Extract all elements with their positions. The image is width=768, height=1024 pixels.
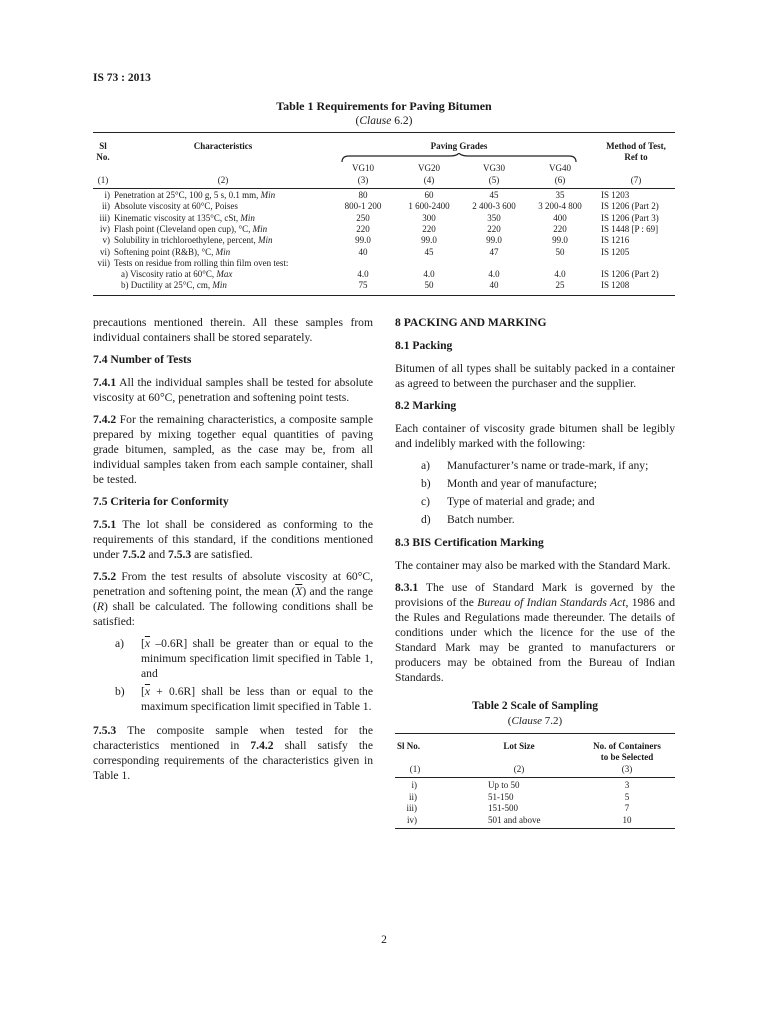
t1-colnum-5: (5): [488, 175, 500, 185]
t1-row-no: vi): [100, 246, 110, 257]
t1-grade-vg30: VG30: [483, 163, 505, 173]
t1-row-value: 350: [487, 212, 501, 223]
t1-row-characteristic: Absolute viscosity at 60°C, Poises: [114, 201, 238, 212]
t1-row-value: 60: [424, 190, 434, 200]
t2-header-containers2: to be Selected: [600, 752, 654, 762]
t1-row-method: IS 1206 (Part 2): [601, 201, 659, 212]
table2-title: Table 2 Scale of Sampling: [471, 700, 599, 712]
table1-title: Table 1 Requirements for Paving Bitumen: [276, 99, 492, 113]
t2-row-no: i): [411, 780, 417, 790]
t2-row-count: 5: [624, 791, 630, 802]
t1-row-characteristic: a) Viscosity ratio at 60°C, Max: [121, 269, 233, 280]
para-7-4-2: 7.4.2 For the remaining characteristics, a composite sample prepared by mixing together equal quantities of paving grade bitumen, sampled, as the case may be, from all individual samples taken from each sample container, shall be tested.: [93, 413, 373, 486]
t2-row-no: iv): [407, 814, 417, 825]
t1-row-value: 35: [555, 190, 565, 200]
t2-row-no: iii): [406, 803, 417, 813]
t1-colnum-4: (4): [423, 175, 435, 185]
t1-row-characteristic: Kinematic viscosity at 135°C, cSt, Min: [114, 212, 255, 223]
t1-row-value: 40: [358, 246, 368, 257]
page-number: 2: [381, 934, 387, 946]
t1-row-value: 220: [356, 223, 370, 234]
t1-row-characteristic: Flash point (Cleveland open cup), °C, Min: [114, 223, 268, 234]
t1-row-no: v): [102, 235, 110, 246]
t1-row-method: IS 1205: [601, 246, 630, 257]
t2-header-sl: Sl No.: [397, 741, 421, 751]
heading-8-1: 8.1 Packing: [395, 339, 453, 352]
t1-header-characteristics: Characteristics: [193, 141, 253, 151]
heading-8: 8 PACKING AND MARKING: [395, 316, 547, 329]
t2-row-lot: 51-150: [488, 791, 514, 802]
t1-row-value: 47: [489, 246, 499, 257]
left-column: [93, 315, 373, 790]
t2-header-lot: Lot Size: [503, 741, 535, 751]
right-column: [395, 315, 675, 692]
t1-row-characteristic: Tests on residue from rolling thin film oven test:: [114, 257, 289, 268]
t1-row-value: 99.0: [421, 235, 437, 246]
condition-a: a) [$\overline{x}$ –0.6R] shall be greater than or equal to the minimum specification limit specified in Table 1, and: [115, 637, 373, 680]
t1-row-value: 4.0: [554, 269, 566, 280]
t1-row-value: 99.0: [355, 235, 371, 246]
t1-row-no: vii): [97, 257, 110, 268]
table1: [93, 132, 675, 298]
t1-row-value: 800-1 200: [344, 201, 382, 212]
para-8-1: Bitumen of all types shall be suitably packed in a container as agreed to between the purchaser and the supplier.: [395, 362, 675, 390]
t1-row-value: 50: [555, 246, 565, 257]
left-intro: precautions mentioned therein. All these samples from individual containers shall be stored separately.: [93, 316, 373, 344]
t1-row-value: 45: [424, 246, 434, 257]
standard-number: IS 73 : 2013: [93, 72, 151, 84]
t1-grade-vg10: VG10: [352, 163, 374, 173]
t1-header-sl: Sl: [99, 141, 107, 151]
t1-row-no: iii): [99, 212, 110, 223]
t1-row-value: 99.0: [486, 235, 502, 246]
t1-row-value: 220: [422, 223, 436, 234]
t1-row-value: 220: [487, 223, 501, 234]
t1-colnum-2: (2): [217, 175, 229, 185]
marking-item: c) Type of material and grade; and: [421, 495, 595, 508]
marking-item: a) Manufacturer’s name or trade-mark, if any;: [421, 459, 649, 472]
t1-grade-vg20: VG20: [418, 163, 440, 173]
heading-8-2: 8.2 Marking: [395, 399, 457, 412]
t1-row-value: 2 400-3 600: [472, 201, 516, 212]
t1-row-no: iv): [100, 223, 110, 234]
t1-grade-vg40: VG40: [549, 163, 571, 173]
t1-colnum-3: (3): [357, 175, 369, 185]
t1-row-method: IS 1206 (Part 3): [601, 212, 659, 223]
t1-row-method: IS 1448 [P : 69]: [601, 223, 659, 234]
t1-row-value: 250: [356, 212, 370, 223]
t1-row-no: ii): [102, 201, 110, 212]
marking-list: [395, 458, 675, 527]
t2-header-containers: No. of Containers: [593, 741, 661, 751]
t1-header-method2: Ref to: [624, 152, 648, 162]
condition-b: b) $[\overline{x} + 0.6R]$ shall be less than or equal to the maximum specification limit specified in Table 1.: [115, 685, 373, 713]
t1-row-value: 50: [424, 280, 434, 291]
t1-row-method: IS 1216: [601, 235, 630, 246]
t1-row-value: 3 200-4 800: [538, 201, 582, 212]
marking-item: b) Month and year of manufacture;: [421, 477, 598, 490]
t1-row-characteristic: b) Ductility at 25°C, cm, Min: [121, 280, 227, 291]
para-7-5-3: 7.5.3 The composite sample when tested for the characteristics mentioned in 7.4.2 shall satisfy the corresponding requirements of the characteristics given in Table 1.: [93, 724, 373, 782]
t2-row-count: 7: [624, 803, 630, 813]
t1-colnum-1: (1): [97, 175, 109, 185]
t2-row-lot: 151-500: [488, 803, 518, 813]
table2: [395, 733, 675, 830]
t1-header-method: Method of Test,: [606, 141, 666, 151]
t1-row-value: 45: [489, 190, 499, 200]
t1-row-method: IS 1208: [601, 280, 630, 291]
t1-row-value: 300: [422, 212, 436, 223]
t1-row-value: 99.0: [552, 235, 568, 246]
para-7-4-1: 7.4.1 All the individual samples shall be tested for absolute viscosity at 60°C, penetration and softening point tests.: [93, 376, 373, 404]
t2-row-no: ii): [409, 791, 417, 802]
t1-row-value: 75: [358, 280, 368, 291]
t1-row-value: 400: [553, 212, 567, 223]
t1-row-characteristic: Softening point (R&B), °C, Min: [114, 246, 231, 257]
t1-row-value: 220: [553, 223, 567, 234]
heading-7-4: 7.4 Number of Tests: [93, 353, 192, 366]
t2-row-lot: Up to 50: [488, 780, 520, 790]
para-8-3-1: 8.3.1 The use of Standard Mark is governed by the provisions of the Bureau of Indian Standards Act, 1986 and the Rules and Regulations made thereunder. The details of conditions under which the licence for the use of the Standard Mark may be granted to manufacturers or producers may be obtained from the Bureau of Indian Standards.: [395, 581, 675, 684]
para-7-5-1: 7.5.1 The lot shall be considered as conforming to the requirements of this standard, if the conditions mentioned under 7.5.2 and 7.5.3 are satisfied.: [93, 518, 373, 561]
t1-row-no: i): [104, 190, 110, 200]
t1-row-method: IS 1203: [601, 190, 630, 200]
t2-row-lot: 501 and above: [488, 814, 541, 825]
t1-row-value: 4.0: [488, 269, 500, 280]
marking-item: d) Batch number.: [421, 513, 515, 526]
t2-colnum-3: (3): [621, 764, 633, 774]
t1-header-grades: Paving Grades: [430, 141, 488, 151]
t2-colnum-1: (1): [409, 764, 421, 774]
para-7-5-2: 7.5.2 From the test results of absolute viscosity at 60°C, penetration and softening point, the mean $(\overline{X})$ and the range (R) shall be calculated. The following conditions shall be satisfied:: [93, 570, 373, 628]
t1-row-method: IS 1206 (Part 2): [601, 269, 659, 280]
heading-7-5: 7.5 Criteria for Conformity: [93, 495, 229, 508]
t1-row-value: 4.0: [423, 269, 435, 280]
conditions-list: [93, 636, 373, 714]
t1-colnum-6: (6): [554, 175, 566, 185]
t1-row-value: 1 600-2400: [408, 201, 450, 212]
heading-8-3: 8.3 BIS Certification Marking: [395, 536, 544, 549]
table2-clause: (Clause 7.2): [507, 715, 563, 727]
t1-row-characteristic: Penetration at 25°C, 100 g, 5 s, 0.1 mm, Min: [114, 190, 276, 200]
t1-header-sl2: No.: [96, 152, 110, 162]
t1-colnum-7: (7): [630, 175, 642, 185]
t1-row-value: 25: [555, 280, 565, 291]
t1-row-value: 80: [358, 190, 368, 200]
t1-row-value: 40: [489, 280, 499, 291]
table1-clause: (Clause 6.2): [355, 115, 413, 127]
t1-row-characteristic: Solubility in trichloroethylene, percent, Min: [114, 235, 273, 246]
t1-row-value: 4.0: [357, 269, 369, 280]
t2-colnum-2: (2): [513, 764, 525, 774]
para-8-3: The container may also be marked with the Standard Mark.: [395, 559, 671, 572]
grades-brace: [341, 153, 577, 163]
para-8-2: Each container of viscosity grade bitumen shall be legibly and indelibly marked with the following:: [395, 422, 675, 450]
t2-row-count: 3: [624, 780, 630, 790]
t2-row-count: 10: [622, 814, 632, 825]
